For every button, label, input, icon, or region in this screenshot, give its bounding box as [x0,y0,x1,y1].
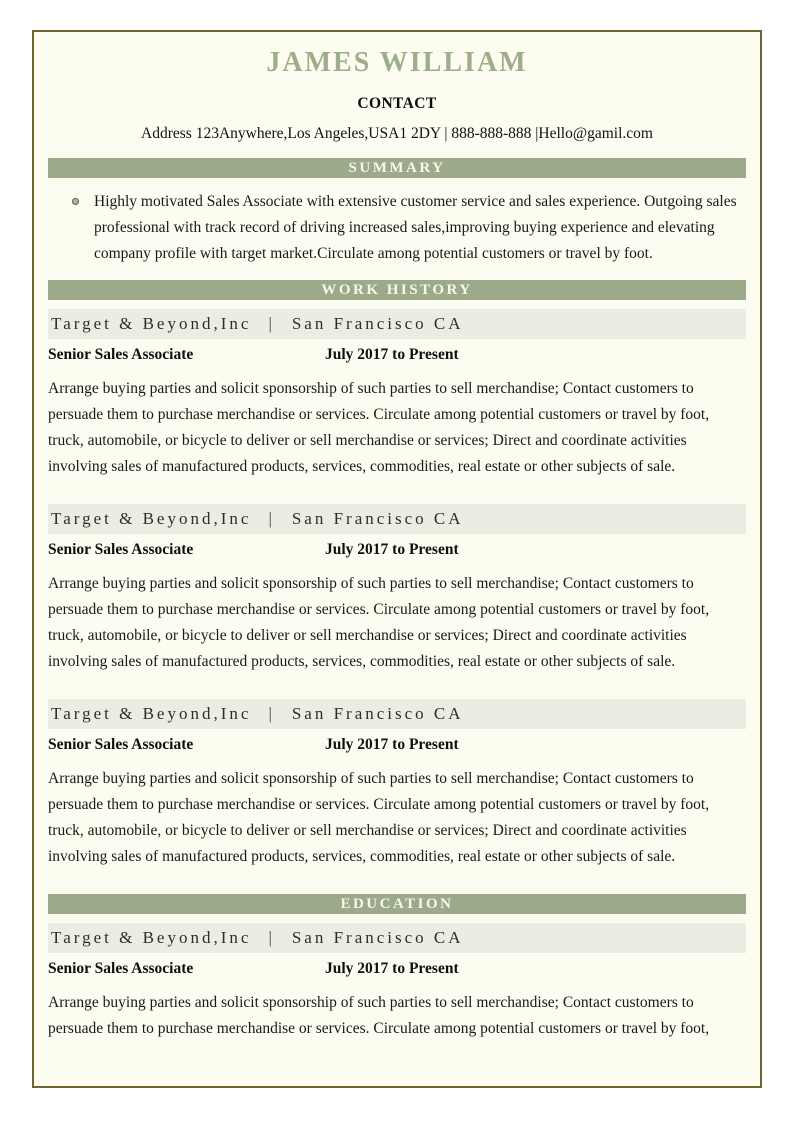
company-location-separator: | [268,314,275,333]
company-name: Target & Beyond,Inc [51,704,252,723]
company-name: Target & Beyond,Inc [51,314,252,333]
company-location-separator: | [268,704,275,723]
company-location: San Francisco CA [291,928,464,947]
education-entry [48,923,746,1042]
work-entry-header [48,699,746,729]
company-name: Target & Beyond,Inc [51,928,252,947]
bullet-icon [72,198,79,205]
contact-heading: CONTACT [357,95,437,112]
work-entry [48,504,746,675]
job-dates: July 2017 to Present [325,541,459,558]
job-description: Arrange buying parties and solicit sponsorship of such parties to sell merchandise; Contact customers to persuade them to purchase merchandise or services. Circulate among potential customers or travel by foot, [48,994,710,1037]
company-location: San Francisco CA [291,509,464,528]
company-location: San Francisco CA [291,704,464,723]
section-banner-summary: SUMMARY [48,158,746,178]
company-location: San Francisco CA [291,314,464,333]
summary-bullet-item [48,189,746,267]
work-entry [48,309,746,480]
job-title: Senior Sales Associate [48,736,194,753]
contact-line: Address 123Anywhere,Los Angeles,USA1 2DY | 888-888-888 |Hello@gamil.com [141,125,653,142]
work-entry-header [48,309,746,339]
work-entry-meta [48,541,746,559]
job-description: Arrange buying parties and solicit sponsorship of such parties to sell merchandise; Contact customers to persuade them to purchase merchandise or services. Circulate among potential customers or travel by foot, truck, automobile, or bicycle to deliver or sell merchandise or services; Direct and coordinate activities involving sales of manufactured products, services, commodities, real estate or other subjects of sale. [48,380,710,475]
section-banner-work-history: WORK HISTORY [48,280,746,300]
work-entry-meta [48,736,746,754]
job-title: Senior Sales Associate [48,541,194,558]
resume-page [32,30,762,1088]
section-banner-education: EDUCATION [48,894,746,914]
work-entry-header [48,504,746,534]
job-title: Senior Sales Associate [48,346,194,363]
education-entry-meta [48,960,746,978]
job-description: Arrange buying parties and solicit sponsorship of such parties to sell merchandise; Contact customers to persuade them to purchase merchandise or services. Circulate among potential customers or travel by foot, truck, automobile, or bicycle to deliver or sell merchandise or services; Direct and coordinate activities involving sales of manufactured products, services, commodities, real estate or other subjects of sale. [48,770,710,865]
job-title: Senior Sales Associate [48,960,194,977]
work-entry [48,699,746,870]
job-dates: July 2017 to Present [325,346,459,363]
education-entry-header [48,923,746,953]
summary-bullet-text: Highly motivated Sales Associate with extensive customer service and sales experience. Outgoing sales professional with track record of driving increased sales,improving buying experience and elevating company profile with target market.Circulate among potential customers or travel by foot. [94,193,737,262]
summary-list [48,189,746,267]
company-location-separator: | [268,509,275,528]
work-entry-meta [48,346,746,364]
job-description: Arrange buying parties and solicit sponsorship of such parties to sell merchandise; Contact customers to persuade them to purchase merchandise or services. Circulate among potential customers or travel by foot, truck, automobile, or bicycle to deliver or sell merchandise or services; Direct and coordinate activities involving sales of manufactured products, services, commodities, real estate or other subjects of sale. [48,575,710,670]
page-title: JAMES WILLIAM [266,47,528,78]
company-location-separator: | [268,928,275,947]
job-dates: July 2017 to Present [325,960,459,977]
job-dates: July 2017 to Present [325,736,459,753]
company-name: Target & Beyond,Inc [51,509,252,528]
